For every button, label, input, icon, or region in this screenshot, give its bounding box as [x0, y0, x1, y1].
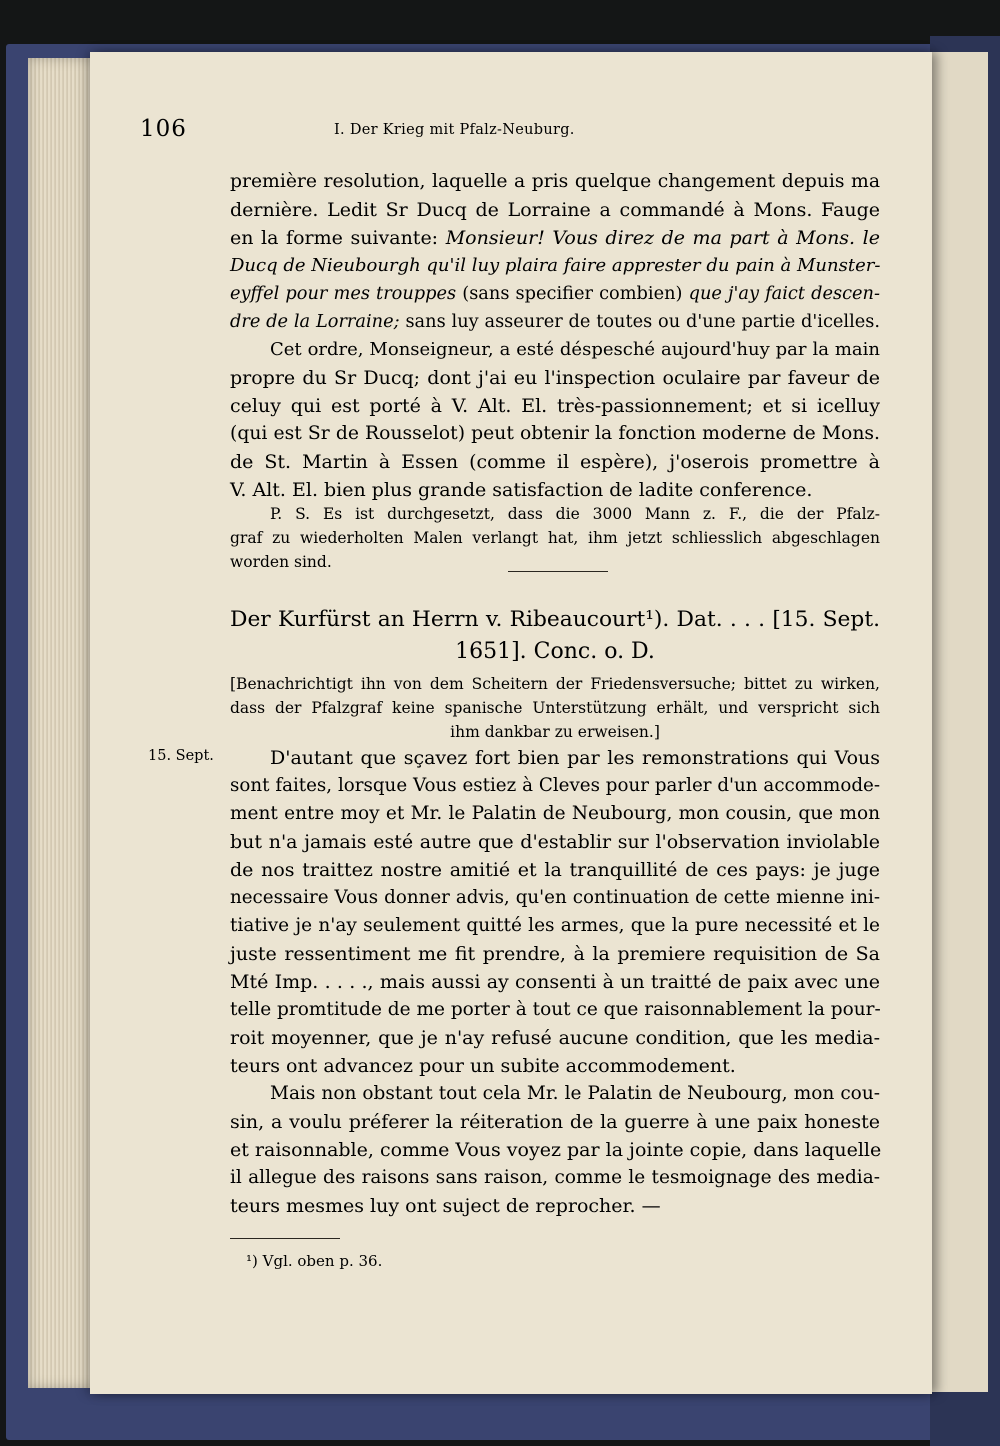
- running-head: [140, 116, 700, 146]
- margin-date: 15. Sept.: [148, 748, 214, 764]
- body-line: et raisonnable, comme Vous voyez par la jointe copie, dans laquelle: [230, 1139, 882, 1161]
- body-line: sont faites, lorsque Vous estiez à Cleves pour parler d'un accommode-: [230, 775, 880, 796]
- italic-span: que j'ay faict descen-: [688, 284, 880, 304]
- body-line: Mté Imp. . . . ., mais aussi ay consenti à un traitté de paix avec une: [230, 971, 880, 993]
- summary-line: ihm dankbar zu erweisen.]: [450, 723, 660, 741]
- body-line: D'autant que sçavez fort bien par les remonstrations qui Vous: [270, 747, 880, 769]
- text-line: dernière. Ledit Sr Ducq de Lorraine a commandé à Mons. Fauge: [230, 199, 880, 221]
- summary-line: [Benachrichtigt ihn von dem Scheitern der Friedensversuche; bittet zu wirken,: [230, 675, 880, 693]
- text-span: (sans specifier combien): [462, 284, 683, 304]
- text-line: propre du Sr Ducq; dont j'ai eu l'inspection oculaire par faveur de: [230, 367, 880, 389]
- text-line: première resolution, laquelle a pris quelque changement depuis ma: [230, 171, 880, 192]
- text-line: V. Alt. El. bien plus grande satisfaction de ladite conference.: [230, 479, 813, 501]
- postscript-line: graf zu wiederholten Malen verlangt hat, ihm jetzt schliesslich abgeschlagen: [230, 529, 880, 547]
- body-line: ment entre moy et Mr. le Palatin de Neubourg, mon cousin, que mon: [230, 803, 880, 824]
- italic-span: Ducq de Nieubourgh qu'il luy plaira faire apprester du pain à Munster-: [230, 255, 881, 276]
- text-line: [230, 308, 880, 336]
- chapter-title: I. Der Krieg mit Pfalz-Neuburg.: [334, 122, 575, 138]
- summary-line: dass der Pfalzgraf keine spanische Unterstützung erhält, und verspricht sich: [230, 699, 880, 717]
- italic-span: dre de la Lorraine;: [230, 312, 400, 332]
- document-heading: Der Kurfürst an Herrn v. Ribeaucourt¹). Dat. . . . [15. Sept.: [230, 607, 880, 632]
- body-line: teurs mesmes luy ont suject de reprocher. —: [230, 1195, 661, 1217]
- body-line: il allegue des raisons sans raison, comme le tesmoignage des media-: [230, 1167, 880, 1188]
- page-number: 106: [140, 116, 187, 142]
- text-span: sans luy asseurer de toutes ou d'une partie d'icelles.: [405, 312, 881, 332]
- body-line: sin, a voulu préferer la réiteration de la guerre à une paix honeste: [230, 1111, 880, 1133]
- facing-page-edge: [928, 52, 988, 1392]
- body-line: roit moyenner, que je n'ay refusé aucune condition, que les media-: [230, 1027, 880, 1049]
- body-line: necessaire Vous donner advis, qu'en continuation de cette mienne ini-: [230, 887, 880, 908]
- body-line: juste ressentiment me fit prendre, à la premiere requisition de Sa: [230, 943, 880, 965]
- body-line: telle promtitude de me porter à tout ce que raisonnablement la pour-: [230, 999, 881, 1020]
- text-line: [230, 252, 880, 280]
- body-line: de nos traittez nostre amitié et la tranquillité de ces pays: je juge: [230, 859, 880, 881]
- body-line: but n'a jamais esté autre que d'establir sur l'observation inviolable: [230, 831, 880, 853]
- postscript-line: worden sind.: [230, 553, 332, 571]
- text-line: [230, 280, 880, 308]
- text-line: Cet ordre, Monseigneur, a esté déspesché aujourd'huy par la main: [270, 339, 880, 360]
- text-line: celuy qui est porté à V. Alt. El. très-passionnement; et si icelluy: [230, 395, 880, 417]
- text-line: (qui est Sr de Rousselot) peut obtenir la fonction moderne de Mons.: [230, 423, 880, 444]
- text-line: de St. Martin à Essen (comme il espère), j'oserois promettre à: [230, 451, 880, 473]
- italic-span: Monsieur! Vous direz de ma part à Mons. le: [445, 227, 881, 249]
- footnote-rule: [230, 1238, 340, 1239]
- text-span: en la forme suivante:: [230, 227, 439, 249]
- body-line: tiative je n'ay seulement quitté les armes, que la pure necessité et le: [230, 915, 880, 936]
- text-line: [230, 224, 880, 252]
- body-line: teurs ont advancez pour un subite accommodement.: [230, 1055, 736, 1077]
- footnote: ¹) Vgl. oben p. 36.: [246, 1252, 383, 1270]
- postscript-line: P. S. Es ist durchgesetzt, dass die 3000 Mann z. F., die der Pfalz-: [270, 505, 880, 523]
- body-line: Mais non obstant tout cela Mr. le Palatin de Neubourg, mon cou-: [270, 1083, 880, 1104]
- document-heading: 1651]. Conc. o. D.: [455, 639, 655, 664]
- italic-span: eyffel pour mes trouppes: [230, 284, 457, 304]
- section-divider: [508, 571, 608, 572]
